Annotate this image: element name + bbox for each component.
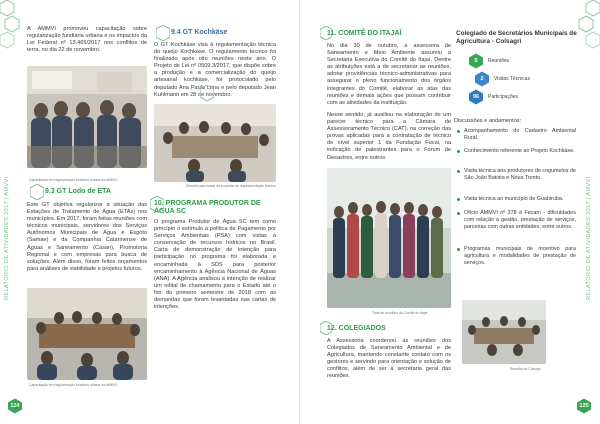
section-hex-icon bbox=[30, 184, 44, 200]
page-number-right-text: 125 bbox=[579, 403, 589, 409]
stat-participations bbox=[468, 89, 518, 105]
kochkase-meeting-photo bbox=[154, 104, 276, 182]
stat-label: Reuniões bbox=[488, 58, 510, 64]
bullet-item: Conhecimento referente ao Projeto Kochkäse. bbox=[464, 148, 575, 154]
side-label: RELATÓRIO DE ATIVIDADES 2017 | AMVVI bbox=[4, 176, 10, 300]
bullet-item: Visita técnica aos produtores de cogumelos de São João Batista e Nova Trento. bbox=[464, 168, 576, 181]
s12-heading: 12. COLEGIADOS bbox=[327, 325, 386, 332]
right-page bbox=[300, 0, 600, 424]
s93-heading: 9.3 GT Lodo de ETA bbox=[45, 188, 111, 195]
intro-text: A AMMVI promoveu capacitação sobre regularização fundiária urbana e os impactos da Lei Federal nº 13.465/2017 nos conflitos de terra, no dia 22 de novembro. bbox=[27, 26, 147, 54]
stat-value: 2 bbox=[480, 76, 484, 82]
committee-photo-caption: Toda de reuniões do Comitê do Itajaí bbox=[372, 311, 428, 315]
section-hex-icon bbox=[200, 85, 214, 101]
stat-label: Visitas Técnicas bbox=[494, 76, 530, 82]
stat-hex-icon bbox=[468, 53, 484, 69]
s11-text-1: No dia 30 de outubro, a assessora de Saneamento e Meio Ambiente assumiu a Secretaria Executiva do Comitê do Itajaí. Dentre as atribuições está a de secretariar as reuniões, adotar providências técnico-administrativas para assegurar o pleno funcionamento dos órgãos integrantes do Comitê, elaborar as atas das reuniões e demais ações que possam contribuir com as atividades da instituição. bbox=[327, 43, 451, 106]
s10-heading: 10. PROGRAMA PRODUTOR DE ÁGUA SC bbox=[154, 200, 261, 215]
s10-text: O programa Produtor de Água SC tem como princípio o estímulo à política de Pagamento por Serviços Ambientais (PSA) com vistas à conservação de recursos hídricos no Brasil. Carta de demonstração de intenção para participação no programa foi elaborada e encaminhada à SDS para posterior encaminhamento à Agência Nacional de Águas (ANA). A Agência analisou a intenção de realizar um edital de chamamento para o Estado até o fim do primeiro semestre de 2018 com as demandas que foram levantadas nas cartas de intenções. bbox=[154, 219, 276, 311]
stat-value: 96 bbox=[472, 94, 480, 100]
side-label: RELATÓRIO DE ATIVIDADES 2017 | AMVVI bbox=[586, 176, 592, 300]
colsagri-heading: Colegiado de Secretários Municipais de Agricultura - Colsagri bbox=[456, 30, 577, 45]
stat-visits bbox=[474, 71, 530, 87]
s94-text: O GT Kochkäse visa à regulamentação técnica do queijo Kochkäse. O regulamento técnico foi finalizado após oito reuniões neste ano. O Projeto de Lei nº 0509.3/2017, que dispõe sobre a produção e a comercialização do queijo artesanal kochkäse, foi protocolado pelo deputado Ana Paula Lima e pelo deputado Jean Kuhlmann em 28 de novembro. bbox=[154, 42, 276, 98]
discussed-heading: Discussões e andamentos: bbox=[454, 118, 522, 124]
colsagri-meeting-photo bbox=[462, 300, 546, 364]
kochkase-photo-caption: Reunião para tratar da proposta de regulamentação técnica bbox=[186, 184, 276, 188]
page-number-left bbox=[7, 398, 23, 414]
stat-value: 5 bbox=[474, 58, 478, 64]
meeting-photo-caption: Capacitação em regularização fundiária urbana na AMMVI bbox=[29, 383, 117, 387]
decorative-hexagons-icon bbox=[0, 0, 22, 60]
training-photo-caption: Capacitação em regularização fundiária urbana na AMMVI bbox=[29, 178, 117, 182]
section-hex-icon bbox=[156, 25, 170, 41]
bullet-item: Programas municipais de incentivo para agricultura e modalidades de prestação de serviços. bbox=[464, 246, 576, 266]
stat-hex-icon bbox=[468, 89, 484, 105]
committee-group-photo bbox=[327, 168, 451, 308]
bullet-item: Ofício AMMVI nº 378 à Fecam - dificuldades com relação à gestão, prestação de serviços, parcerias com outras entidades, entre outros. bbox=[464, 210, 576, 230]
bullet-item: Visita técnica ao município de Guabiruba. bbox=[464, 196, 576, 203]
s12-text: A Assessoria coordenou as reuniões dos Colegiados de Saneamento Ambiental e de Agricultura, mantendo constante contato com os gestores e servindo para orientação e solução de conflitos, além de ser a secretaria geral das reuniões. bbox=[327, 338, 451, 380]
stat-meetings bbox=[468, 53, 509, 69]
s11-heading: 11. COMITÊ DO ITAJAÍ bbox=[327, 30, 402, 37]
colsagri-photo-caption: Reunião do Colsagri bbox=[510, 367, 541, 371]
page-number-right bbox=[576, 398, 592, 414]
page-number-left-text: 124 bbox=[10, 403, 20, 409]
stat-label: Participações bbox=[488, 94, 519, 100]
s11-text-2: Nesse sentido, já auxiliou na elaboração de um parecer técnico para a Câmara de Assessoramento Técnico (CAT), na correção das provas aplicadas para a contratação de técnico de nível superior 1 da Fundação Fuvai, na indicação de palestrantes para o Fórum de Desastres, entre outros. bbox=[327, 112, 451, 161]
bullet-item: Acompanhamento do Cadastro Ambiental Rural. bbox=[464, 128, 576, 141]
s94-heading: 9.4 GT Kochkäse bbox=[171, 29, 228, 36]
s93-text: Este GT objetiva regularizar a situação das Estações de Tratamento de Água (ETAs) nos municípios. Em 2017, foram feitas reuniões com técnicos municipais, servidores dos Serviços Autônomos Municipais de Água e Esgoto (Samae) e da Companhia Catarinense de Águas e Saneamento (Casan), Promotoria Regional e com empresas para busca de soluções. Além disso, foram feitos orçamentos para análises de viabilidade e projetos futuros. bbox=[27, 202, 147, 272]
stat-hex-icon bbox=[474, 71, 490, 87]
training-photo bbox=[27, 66, 147, 168]
meeting-photo bbox=[27, 288, 147, 380]
